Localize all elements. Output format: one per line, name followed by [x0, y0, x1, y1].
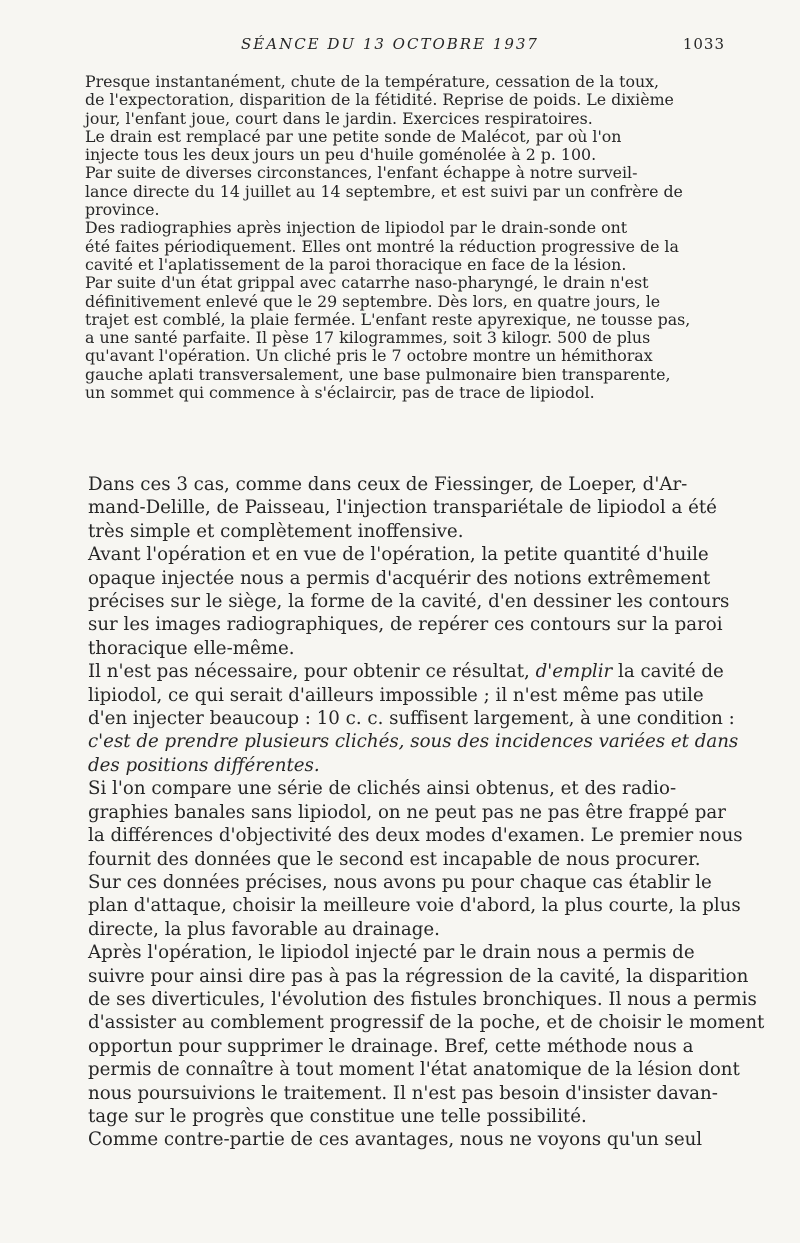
- paragraph: [85, 73, 721, 128]
- text-line: très simple et complètement inoffensive.: [88, 520, 464, 542]
- text-line: Avant l'opération et en vue de l'opération, la petite quantité d'huile: [88, 544, 709, 566]
- text-line: cavité et l'aplatissement de la paroi thoracique en face de la lésion.: [85, 254, 627, 274]
- text-line: Par suite d'un état grippal avec catarrhe naso-pharyngé, le drain n'est: [85, 273, 649, 293]
- text-line: tage sur le progrès que constitue une telle possibilité.: [88, 1105, 587, 1127]
- text-segment: Il n'est pas nécessaire, pour obtenir ce résultat,: [88, 661, 536, 683]
- text-line: Dans ces 3 cas, comme dans ceux de Fiessinger, de Loeper, d'Ar-: [88, 474, 688, 495]
- emphasis-line: des positions différentes.: [88, 754, 320, 776]
- text-line: opportun pour supprimer le drainage. Bref, cette méthode nous a: [88, 1035, 694, 1057]
- text-line: précises sur le siège, la forme de la cavité, d'en dessiner les contours: [88, 591, 730, 613]
- text-segment: la cavité de: [612, 661, 724, 683]
- text-line: un sommet qui commence à s'éclaircir, pas de trace de lipiodol.: [85, 383, 595, 403]
- text-line: [88, 660, 724, 683]
- page-number: 1033: [682, 35, 725, 53]
- text-line: de ses diverticules, l'évolution des fistules bronchiques. Il nous a permis: [88, 988, 757, 1010]
- running-header: [55, 33, 725, 57]
- text-line: nous poursuivions le traitement. Il n'est pas besoin d'insister davan-: [88, 1082, 718, 1104]
- text-line: qu'avant l'opération. Un cliché pris le 7 octobre montre un hémithorax: [85, 346, 653, 366]
- paragraph: [88, 941, 765, 1128]
- discussion-text: [88, 473, 765, 1152]
- text-line: Sur ces données précises, nous avons pu pour chaque cas établir le: [88, 871, 712, 893]
- paragraph: [88, 660, 739, 777]
- text-line: Comme contre-partie de ces avantages, nous ne voyons qu'un seul: [88, 1129, 703, 1151]
- text-line: de l'expectoration, disparition de la fétidité. Reprise de poids. Le dixième: [85, 90, 674, 110]
- text-line: jour, l'enfant joue, court dans le jardin. Exercices respiratoires.: [85, 108, 593, 128]
- text-line: Si l'on compare une série de clichés ainsi obtenus, et des radio-: [88, 778, 677, 800]
- text-line: lance directe du 14 juillet au 14 septembre, et est suivi par un confrère de: [85, 181, 683, 201]
- text-line: plan d'attaque, choisir la meilleure voie d'abord, la plus courte, la plus: [88, 895, 741, 917]
- text-line: permis de connaître à tout moment l'état anatomique de la lésion dont: [88, 1059, 740, 1081]
- text-line: injecte tous les deux jours un peu d'huile goménolée à 2 p. 100.: [85, 145, 597, 165]
- emphasis-line: c'est de prendre plusieurs clichés, sous des incidences variées et dans: [88, 731, 739, 753]
- text-line: opaque injectée nous a permis d'acquérir des notions extrêmement: [88, 567, 711, 589]
- text-line: trajet est comblé, la plaie fermée. L'enfant reste apyrexique, ne tousse pas,: [85, 309, 691, 329]
- paragraph: [85, 164, 721, 219]
- running-title: SÉANCE DU 13 OCTOBRE 1937: [241, 35, 539, 53]
- text-line: d'en injecter beaucoup : 10 c. c. suffisent largement, à une condition :: [88, 708, 735, 730]
- text-line: lipiodol, ce qui serait d'ailleurs impossible ; il n'est même pas utile: [88, 684, 704, 706]
- paragraph: [88, 473, 720, 543]
- paragraph: [85, 128, 721, 165]
- text-line: graphies banales sans lipiodol, on ne peut pas ne pas être frappé par: [88, 801, 726, 823]
- paragraph: [85, 219, 721, 274]
- case-report-text: [85, 73, 721, 402]
- text-line: gauche aplati transversalement, une base pulmonaire bien transparente,: [85, 364, 671, 384]
- text-line: thoracique elle-même.: [88, 637, 295, 659]
- text-line: directe, la plus favorable au drainage.: [88, 918, 440, 940]
- text-line: la différences d'objectivité des deux modes d'examen. Le premier nous: [88, 825, 743, 847]
- text-line: mand-Delille, de Paisseau, l'injection transpariétale de lipiodol a été: [88, 497, 717, 519]
- text-line: d'assister au comblement progressif de la poche, et de choisir le moment: [88, 1012, 765, 1034]
- text-line: fournit des données que le second est incapable de nous procurer.: [88, 848, 701, 870]
- text-line: suivre pour ainsi dire pas à pas la régression de la cavité, la disparition: [88, 965, 749, 987]
- paragraph: [88, 871, 741, 941]
- emphasis: d'emplir: [535, 661, 613, 683]
- text-line: Après l'opération, le lipiodol injecté par le drain nous a permis de: [88, 942, 695, 964]
- paragraph: [88, 1128, 720, 1151]
- text-line: a une santé parfaite. Il pèse 17 kilogrammes, soit 3 kilogr. 500 de plus: [85, 328, 651, 348]
- text-line: sur les images radiographiques, de repérer ces contours sur la paroi: [88, 614, 723, 636]
- text-line: été faites périodiquement. Elles ont montré la réduction progressive de la: [85, 236, 679, 256]
- text-line: définitivement enlevé que le 29 septembre. Dès lors, en quatre jours, le: [85, 291, 661, 311]
- paragraph: [88, 543, 730, 660]
- text-line: province.: [85, 200, 160, 220]
- paragraph: [85, 274, 721, 402]
- text-line: Des radiographies après injection de lipiodol par le drain-sonde ont: [85, 218, 628, 238]
- paragraph: [88, 777, 743, 871]
- text-line: Presque instantanément, chute de la température, cessation de la toux,: [85, 72, 660, 91]
- text-line: Le drain est remplacé par une petite sonde de Malécot, par où l'on: [85, 126, 622, 146]
- text-line: Par suite de diverses circonstances, l'enfant échappe à notre surveil-: [85, 163, 638, 183]
